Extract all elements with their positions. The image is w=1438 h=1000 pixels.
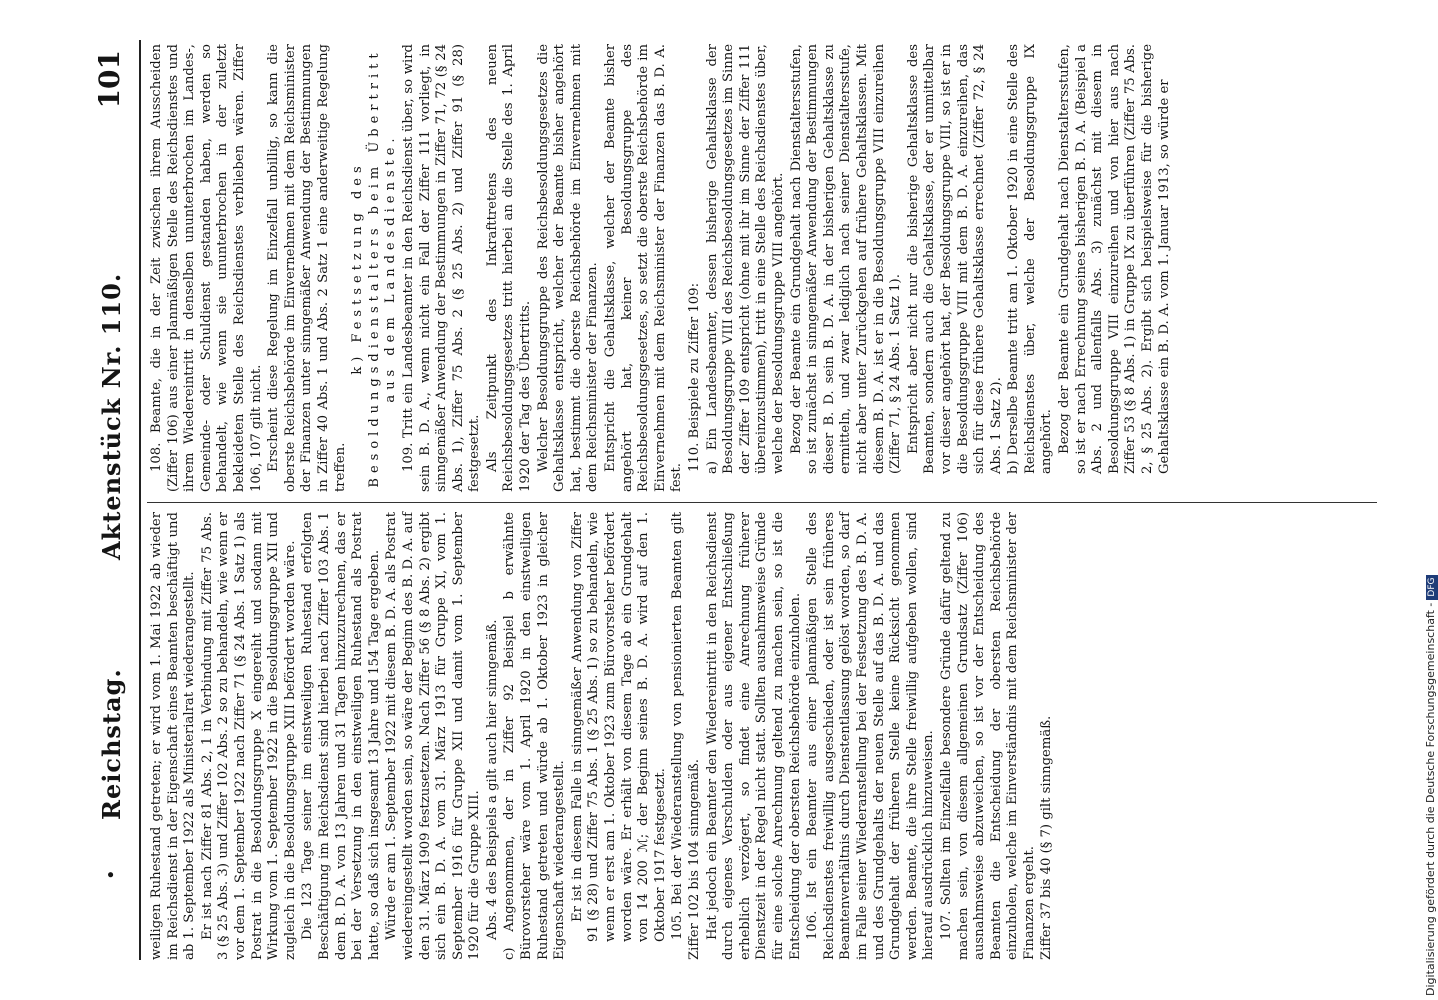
header-aktenstueck: Aktenstück Nr. 110. bbox=[97, 272, 126, 560]
dfg-logo: DFG bbox=[1426, 575, 1438, 600]
paragraph: c) Angenommen, der in Ziffer 92 Beispiel b erwähnte Bürovorsteher wäre vom 1. April 1920 in den einstweiligen Ruhestand getreten und würde ab 1. Oktober 1923 in gleicher Eigenschaft wiederangestellt. bbox=[502, 512, 568, 960]
section-heading: k) Festsetzung des Besoldungsdienstalters beim Übertritt aus dem Landesdienste. bbox=[350, 48, 399, 488]
paragraph: Entspricht aber nicht nur die bisherige Gehaltsklasse des Beamten, sondern auch die Gehaltsklasse, der er unmittelbar vor dieser angehört hat, der Besoldungsgruppe VIII, so ist er in die Besoldungsgruppe VIII mit dem B. D. A. einzureihen, das sich für diese frühere Gehaltsklasse errechnet (Ziffer 72, § 24 Abs. 1 Satz 2). bbox=[905, 44, 1004, 474]
column-divider bbox=[147, 502, 1377, 503]
rotated-document-page bbox=[95, 40, 1395, 960]
digitization-credit bbox=[1424, 575, 1438, 996]
paragraph: Entspricht die Gehaltsklasse, welcher der Beamte bisher angehört hat, keiner Besoldungsgruppe des Reichsbesoldungsgesetzes, so setzt die oberste Reichsbehörde im Einvernehmen mit dem Reichsminister der Finanzen das B. D. A. fest. bbox=[603, 44, 685, 492]
header-rule bbox=[139, 40, 141, 960]
paragraph: 110. Beispiele zu Ziffer 109: bbox=[687, 282, 702, 472]
paragraph: 106. Ist ein Beamter aus einer planmäßigen Stelle des Reichsdienstes freiwillig ausgeschieden, oder ist sein früheres Beamtenverhältnis durch Dienstentlassung gelöst worden, so darf im Falle seiner Wiederanstellung bei der Festsetzung des B. D. A. und des Grundgehalts der neuen Stelle auf das B. D. A. und das Grundgehalt der früheren Stelle keine Rücksicht genommen werden. Beamte, die ihre Stelle freiwillig aufgeben wollen, sind hierauf ausdrücklich hinzuweisen. bbox=[805, 512, 937, 960]
credit-text: Digitalisierung gefördert durch die Deutsche Forschungsgemeinschaft - bbox=[1424, 602, 1437, 996]
paragraph: Er ist nach Ziffer 81 Abs. 2, 1 in Verbindung mit Ziffer 75 Abs. 3 (§ 25 Abs. 3) und Ziffer 102 Abs. 2 so zu behandeln, wie wenn er vor dem 1. September 1922 nach Ziffer 71 (§ 24 Abs. 1 Satz 1) als Postrat in die Besoldungsgruppe X eingereiht und sodann mit Wirkung vom 1. September 1922 in die Besoldungsgruppe XII und zugleich in die Besoldungsgruppe XIII befördert worden wäre. bbox=[199, 512, 298, 960]
right-column bbox=[149, 44, 1174, 492]
paragraph: b) Derselbe Beamte tritt am 1. Oktober 1920 in eine Stelle des Reichsdienstes über, welche der Besoldungsgruppe IX angehört. bbox=[1006, 44, 1055, 474]
paragraph: a) Ein Landesbeamter, dessen bisherige Gehaltsklasse der Besoldungsgruppe VIII des Reichsbesoldungsgesetzes im Sinne der Ziffer 109 entspricht (ohne mit ihr im Sinne der Ziffer 111 übereinzustimmen), tritt in eine Stelle des Reichsdienstes über, welche der Besoldungsgruppe VIII angehört. bbox=[704, 44, 786, 474]
paragraph: 108. Beamte, die in der Zeit zwischen ihrem Ausscheiden (Ziffer 106) aus einer planmäßigen Stelle des Reichsdienstes und ihrem Wiedereintritt in denselben ununterbrochen im Landes-, Gemeinde- oder Schuldienst gestanden haben, werden so behandelt, wie wenn sie ununterbrochen in der zuletzt bekleideten Stelle des Reichsdienstes verblieben wären. Ziffer 106, 107 gilt nicht. bbox=[149, 44, 264, 492]
page-number: 101 bbox=[93, 50, 126, 109]
paragraph: Die 123 Tage seiner im einstweiligen Ruhestand erfolgten Beschäftigung im Reichsdienst sind hierbei nach Ziffer 103 Abs. 1 dem B. D. A. von 13 Jahren und 31 Tagen hinzuzurechnen, das er bei der Versetzung in den einstweiligen Ruhestand als Postrat hatte, so daß sich insgesamt 13 Jahre und 154 Tage ergeben. bbox=[300, 512, 382, 960]
header-reichstag: Reichstag. bbox=[97, 668, 126, 820]
paragraph: Bezog der Beamte ein Grundgehalt nach Dienstaltersstufen, so ist er nach Errechnung seines bisherigen B. D. A. (Beispiel a Abs. 2 und allenfalls Abs. 3) zunächst mit diesem in Besoldungsgruppe VIII einzureihen und von hier aus nach Ziffer 53 (§ 8 Abs. 1) in Gruppe IX zu überführen (Ziffer 75 Abs. 2, § 25 Abs. 2). Ergibt sich beispielsweise für die bisherige Gehaltsklasse ein B. D. A. vom 1. Januar 1913, so würde er bbox=[1057, 44, 1172, 474]
paragraph: 105. Bei der Wiederanstellung von pensionierten Beamten gilt Ziffer 102 bis 104 sinngemäß. bbox=[670, 512, 702, 960]
left-column bbox=[149, 512, 1057, 960]
paragraph: Bezog der Beamte ein Grundgehalt nach Dienstaltersstufen, so ist zunächst in sinngemäßer Anwendung der Bestimmungen dieser B. D. sein B. D. A. in der bisherigen Gehaltsklasse zu ermitteln, und zwar lediglich nach seiner Dienstaltersstufe, nicht aber unter Zurückgehen auf frühere Gehaltsklassen. Mit diesem B. D. A. ist er in die Besoldungsgruppe VIII einzureihen (Ziffer 71, § 24 Abs. 1 Satz 1). bbox=[788, 44, 904, 474]
paragraph: 107. Sollten im Einzelfalle besondere Gründe dafür geltend zu machen sein, von diesem allgemeinen Grundsatz (Ziffer 106) ausnahmsweise abzuweichen, so ist vor der Entscheidung des Beamten die Entscheidung der obersten Reichsbehörde einzuholen, welche im Einverständnis mit dem Reichsminister der Finanzen ergeht. bbox=[938, 512, 1037, 960]
paragraph: Würde er am 1. September 1922 mit diesem B. D. A. als Postrat wiedereingestellt worden sein, so wäre der Beginn des B. D. A. auf den 31. März 1909 festzusetzen. Nach Ziffer 56 (§ 8 Abs. 2) ergibt sich ein B. D. A. vom 31. März 1913 für Gruppe XI, vom 1. September 1916 für Gruppe XII und damit vom 1. September 1920 für die Gruppe XIII. bbox=[384, 512, 483, 960]
paragraph: Hat jedoch ein Beamter den Wiedereintritt in den Reichsdienst durch eigenes Verschulden oder aus eigener Entschließung erheblich verzögert, so findet eine Anrechnung früherer Dienstzeit in der Regel nicht statt. Sollten ausnahmsweise Gründe für eine solche Anrechnung geltend zu machen sein, so ist die Entscheidung der obersten Reichsbehörde einzuholen. bbox=[704, 512, 803, 960]
paragraph: 109. Tritt ein Landesbeamter in den Reichsdienst über, so wird sein B. D. A., wenn nicht ein Fall der Ziffer 111 vorliegt, in sinngemäßer Anwendung der Bestimmungen in Ziffer 71, 72 (§ 24 Abs. 1), Ziffer 75 Abs. 2 (§ 25 Abs. 2) und Ziffer 91 (§ 28) festgesetzt. bbox=[400, 44, 483, 492]
paragraph: Er ist in diesem Falle in sinngemäßer Anwendung von Ziffer 91 (§ 28) und Ziffer 75 Abs. 1 (§ 25 Abs. 1) so zu behandeln, wie wenn er erst am 1. Oktober 1923 zum Bürovorsteher befördert worden wäre. Er erhält von diesem Tage ab ein Grundgehalt von 14 200 ℳ; der Beginn seines B. D. A. wird auf den 1. Oktober 1917 festgesetzt. bbox=[569, 512, 668, 942]
paragraph: Als Zeitpunkt des Inkrafttretens des neuen Reichsbesoldungsgesetzes tritt hierbei an die Stelle des 1. April 1920 der Tag des Übertritts. bbox=[484, 44, 534, 492]
running-header bbox=[95, 40, 135, 960]
paragraph: Erscheint diese Regelung im Einzelfall unbillig, so kann die oberste Reichsbehörde im Einvernehmen mit dem Reichsminister der Finanzen unter sinngemäßer Anwendung der Bestimmungen in Ziffer 40 Abs. 1 und Abs. 2 Satz 1 eine anderweitige Regelung treffen. bbox=[266, 44, 348, 492]
paragraph: weiligen Ruhestand getreten; er wird vom 1. Mai 1922 ab wieder im Reichsdienst in der Eigenschaft eines Beamten beschäftigt und ab 1. September 1922 als Ministerialrat wiederangestellt. bbox=[149, 512, 198, 960]
header-dot: • bbox=[101, 869, 122, 880]
paragraph: Welcher Besoldungsgruppe des Reichsbesoldungsgesetzes die Gehaltsklasse entspricht, welcher der Beamte bisher angehört hat, bestimmt die oberste Reichsbehörde im Einvernehmen mit dem Reichsminister der Finanzen. bbox=[535, 44, 601, 492]
paragraph: Abs. 4 des Beispiels a gilt auch hier sinngemäß. bbox=[484, 619, 500, 940]
paragraph: Ziffer 37 bis 40 (§ 7) gilt sinngemäß. bbox=[1039, 715, 1055, 960]
